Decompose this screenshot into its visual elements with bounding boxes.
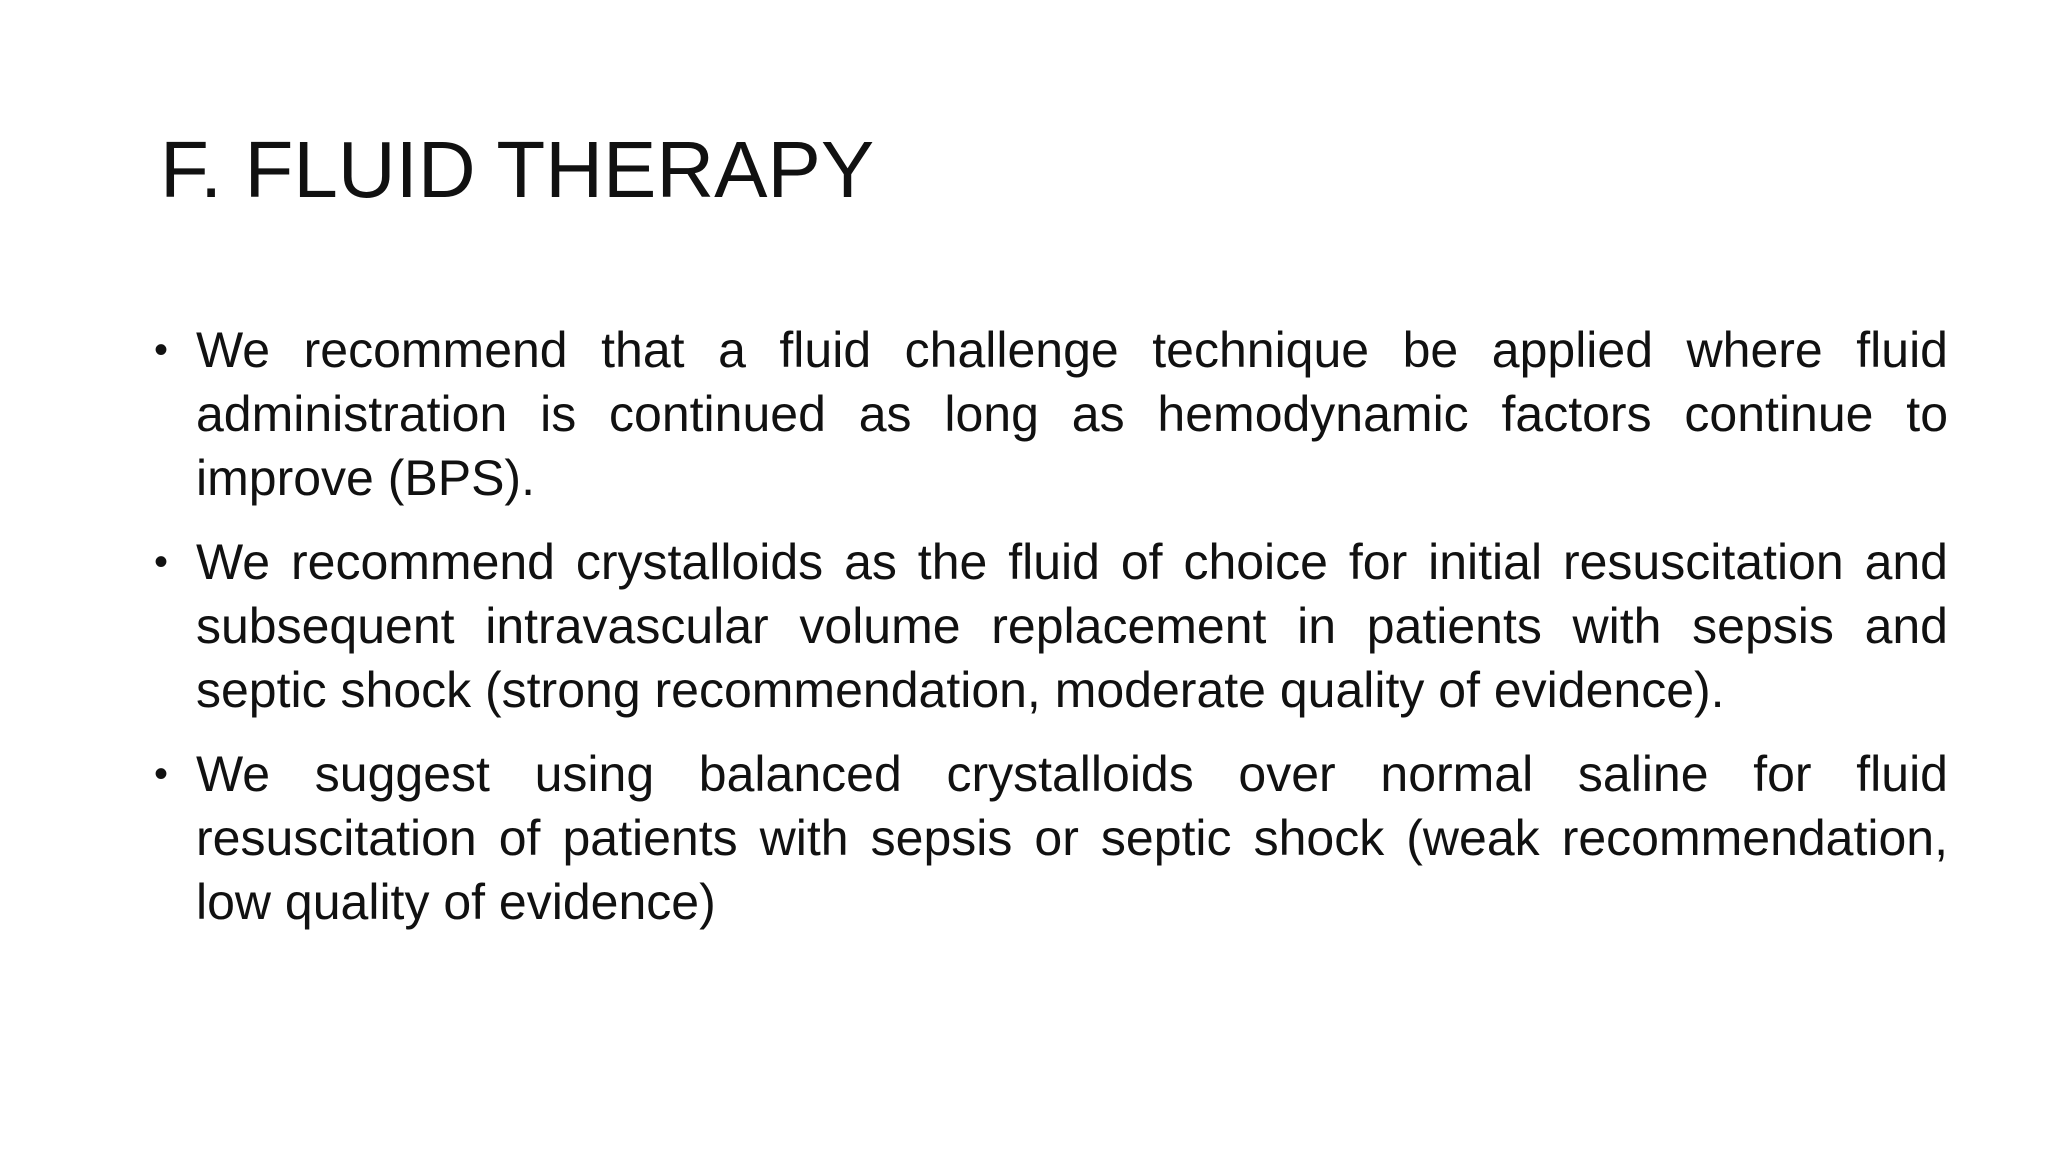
bullet-item-3 [148, 742, 1948, 934]
bullet-icon: • [154, 328, 169, 372]
bullet-item-1 [148, 318, 1948, 510]
slide-title: F. FLUID THERAPY [160, 125, 875, 214]
bullet-item-2 [148, 530, 1948, 722]
bullet-text: We suggest using balanced crystalloids over normal saline for fluid resuscitation of patients with sepsis or septic shock (weak recommendation, low quality of evidence) [196, 746, 1948, 930]
bullet-icon: • [154, 540, 169, 584]
bullet-list [148, 318, 1948, 954]
bullet-text: We recommend that a fluid challenge technique be applied where fluid administration is continued as long as hemodynamic factors continue to improve (BPS). [196, 322, 1948, 506]
bullet-text: We recommend crystalloids as the fluid of choice for initial resuscitation and subsequent intravascular volume replacement in patients with sepsis and septic shock (strong recommendation, moderate quality of evidence). [196, 534, 1948, 718]
bullet-icon: • [154, 752, 169, 796]
